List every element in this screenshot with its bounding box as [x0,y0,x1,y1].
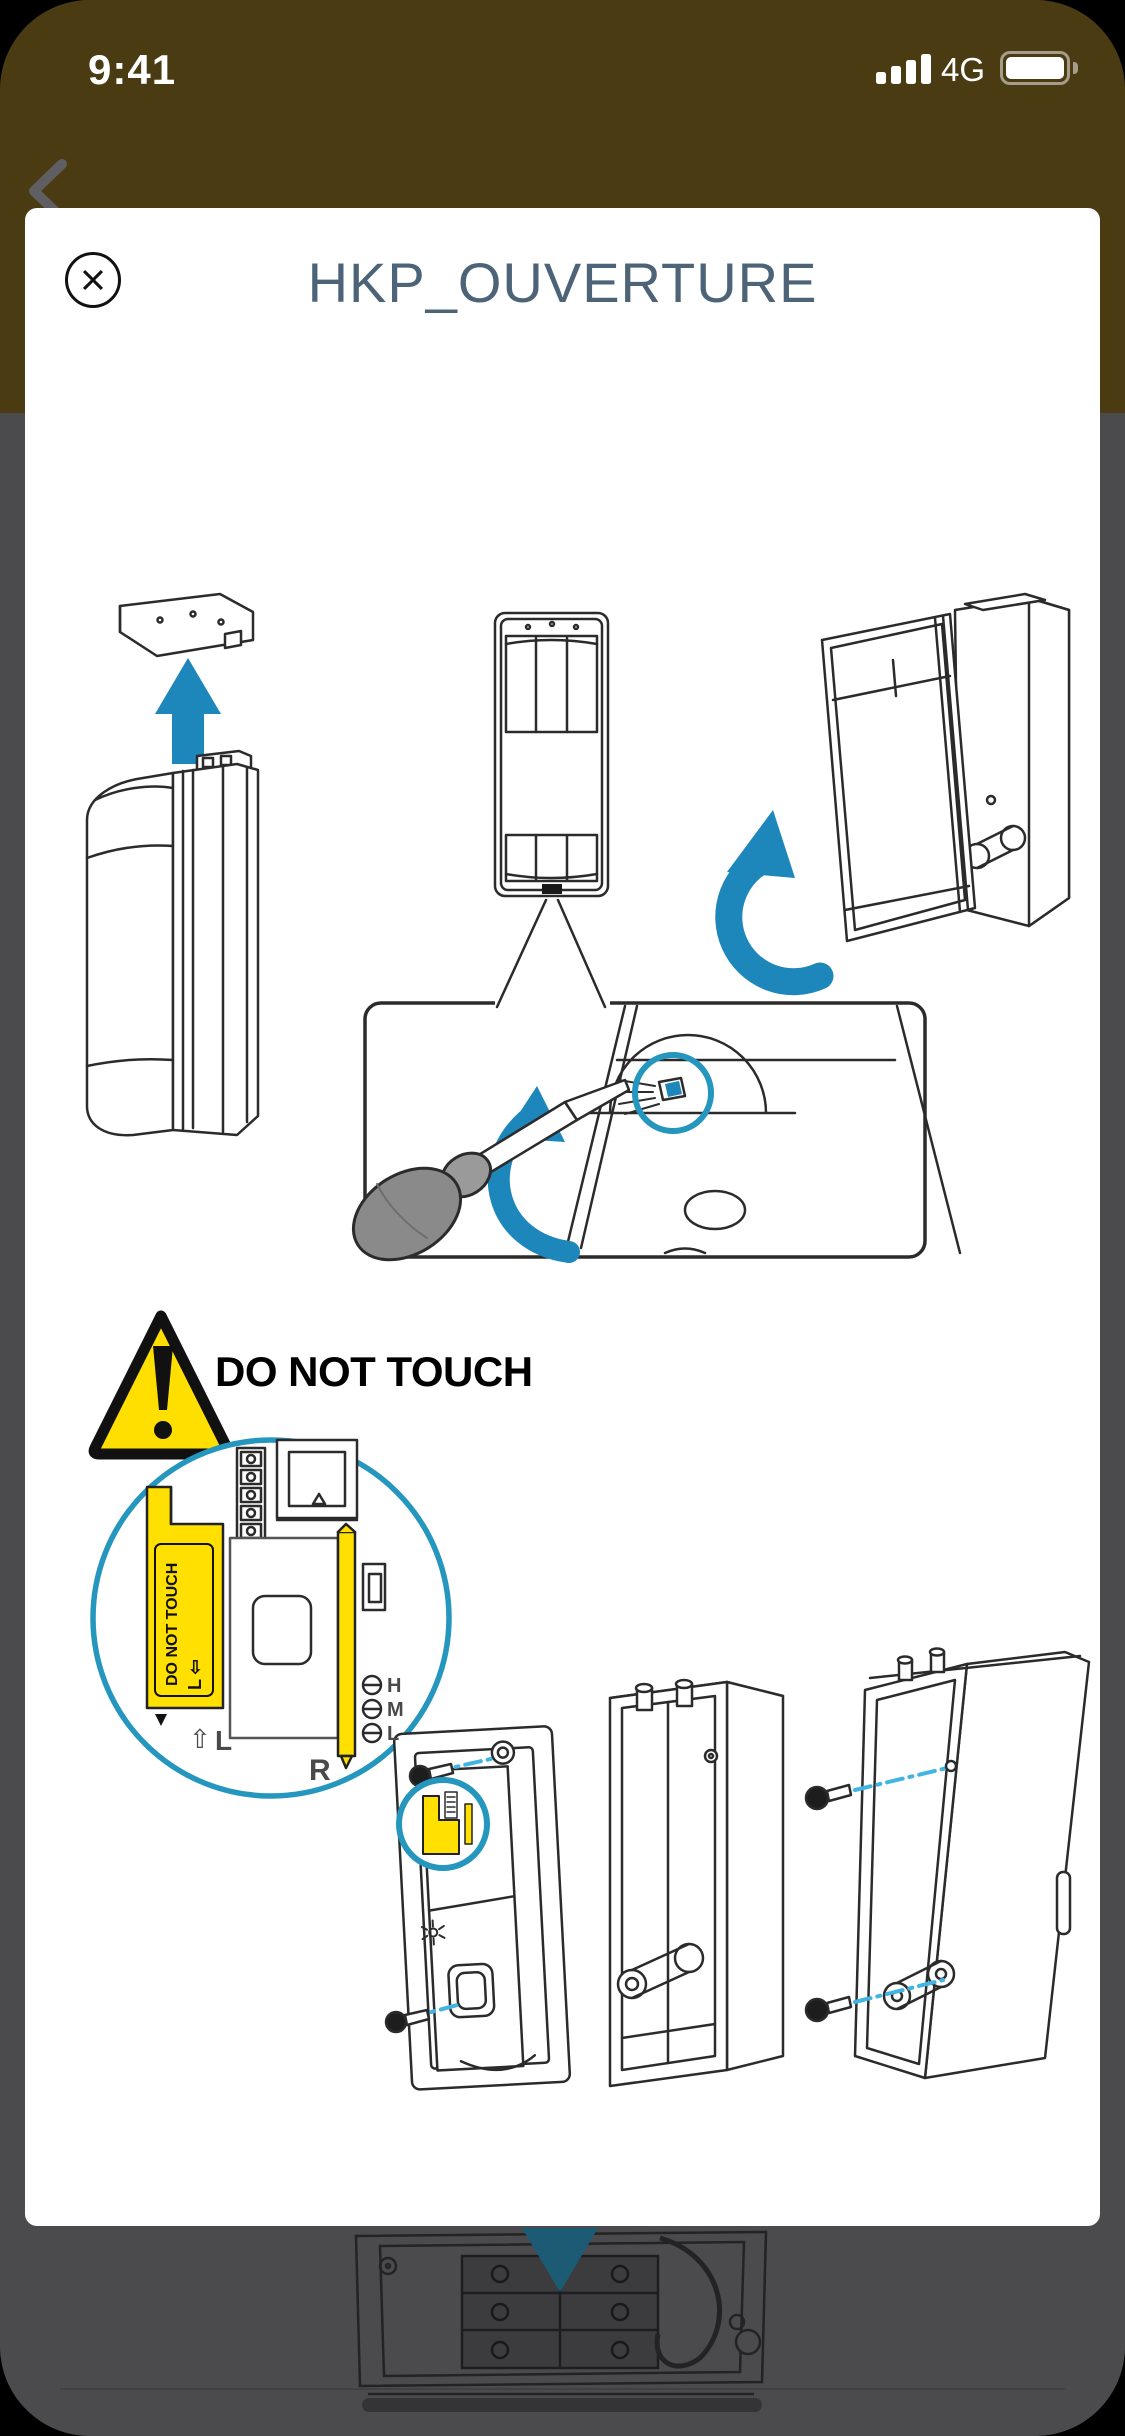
up-arrow-icon [155,658,221,764]
network-type-label: 4G [941,51,986,88]
screw-label-h: H [387,1675,402,1697]
instruction-diagram [25,208,1100,2226]
tab-arrow-label: L ⇦ [185,1659,205,1690]
warning-triangle-icon [94,1316,228,1454]
do-not-touch-heading: DO NOT TOUCH [215,1348,533,1395]
release-clip-callout [337,900,960,1279]
battery-nub [1073,62,1078,74]
battery-icon [1000,51,1070,85]
instruction-modal [25,208,1100,2226]
tab-do-not-touch-label: DO NOT TOUCH [164,1562,181,1686]
step2-front-view-figure [495,613,608,896]
letter-r-label: R [309,1754,331,1787]
step5-back-box-figure [610,1680,783,2086]
step3-opened-housing-figure [822,594,1069,941]
step6-mounting-figure [806,1649,1089,2079]
modal-title: HKP_OUVERTURE [307,251,818,314]
rotate-open-arrow-icon [727,810,820,982]
letter-l-label: L [215,1725,233,1756]
dimmed-underlying-diagram [0,2226,1125,2436]
level-screws [363,1676,381,1742]
screw-label-m: M [387,1699,404,1721]
up-arrow-label: ⇧ [189,1724,211,1754]
yellow-lock-bar [338,1524,355,1768]
status-time: 9:41 [88,46,177,93]
plate-zoom-circle [399,1780,487,1868]
step1-remove-cover-figure [87,594,258,1135]
home-indicator[interactable] [362,2398,762,2412]
screw-label-l: L [387,1723,400,1745]
